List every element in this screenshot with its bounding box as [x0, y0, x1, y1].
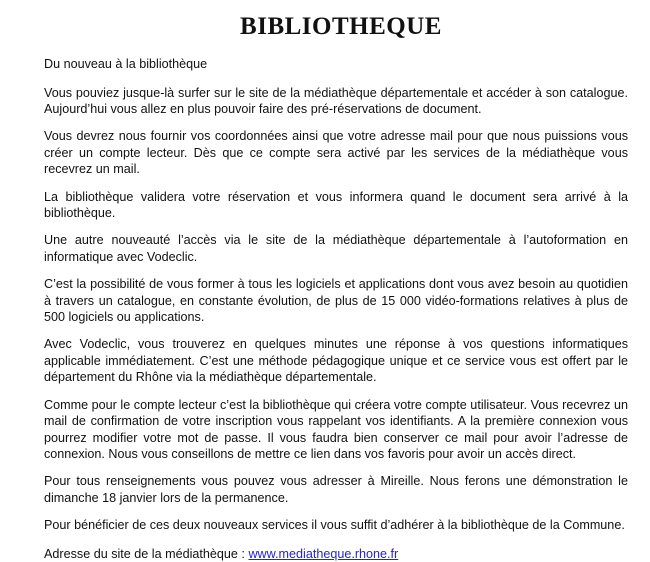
- paragraph-coordinates: Vous devrez nous fournir vos coordonnées ainsi que votre adresse mail pour que nous puissions vous créer un compte lecteur. Dès que ce compte sera activé par les services de la médiathèque vous recevrez un mail.: [44, 129, 628, 177]
- paragraph-contact: Pour tous renseignements vous pouvez vous adresser à Mireille. Nous ferons une démonstration le dimanche 18 janvier lors de la permanence.: [44, 474, 628, 505]
- paragraph-catalogue: Vous pouviez jusque-là surfer sur le site de la médiathèque départementale et accéder à son catalogue. Aujourd’hui vous allez en plus pouvoir faire des pré-réservations de document.: [44, 85, 628, 117]
- document-title: BIBLIOTHEQUE: [240, 13, 442, 40]
- site-address-line: [44, 546, 628, 562]
- paragraph-vodeclic-method: Avec Vodeclic, vous trouverez en quelques minutes une réponse à vos questions informatiques applicable immédiatement. C’est une méthode pédagogique unique et ce service vous est offert par le département du Rhône via la médiathèque départementale.: [44, 337, 628, 385]
- paragraph-intro: Du nouveau à la bibliothèque: [44, 57, 208, 71]
- paragraph-vodeclic-intro: Une autre nouveauté l’accès via le site de la médiathèque départementale à l’autoformation en informatique avec Vodeclic.: [44, 233, 628, 264]
- paragraph-membership: Pour bénéficier de ces deux nouveaux services il vous suffit d’adhérer à la bibliothèque de la Commune.: [44, 518, 625, 533]
- paragraph-reservation: La bibliothèque validera votre réservation et vous informera quand le document sera arrivé à la bibliothèque.: [44, 189, 628, 221]
- paragraph-user-account: Comme pour le compte lecteur c’est la bibliothèque qui créera votre compte utilisateur. Vous recevrez un mail de confirmation de votre inscription vous rappelant vos identifiants. A la première connexion vous pourrez modifier votre mot de passe. Il vous faudra bien conserver ce mail pour avoir l’adresse de connexion. Nous vous conseillons de mettre ce lien dans vos favoris pour avoir un accès direct.: [44, 397, 628, 462]
- site-address-label: Adresse du site de la médiathèque :: [44, 546, 249, 561]
- paragraph-vodeclic-catalogue: C’est la possibilité de vous former à tous les logiciels et applications dont vous avez besoin au quotidien à travers un catalogue, en constante évolution, de plus de 15 000 vidéo-formations relatives à plus de 500 logiciels ou applications.: [44, 276, 628, 325]
- site-address-link[interactable]: www.mediatheque.rhone.fr: [248, 546, 399, 561]
